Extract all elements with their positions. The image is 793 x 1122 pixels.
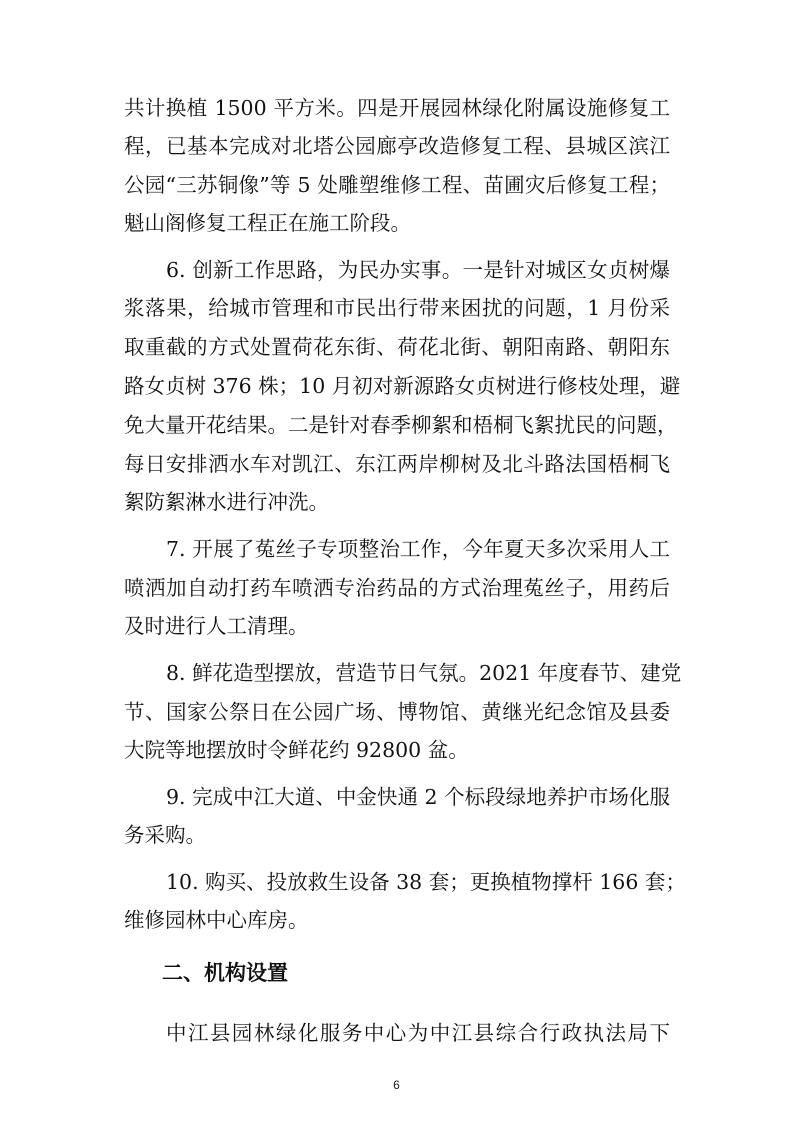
paragraph-line: 路女贞树 376 株；10 月初对新源路女贞树进行修枝处理，避 [124,374,681,398]
paragraph-line: 絮防絮淋水进行冲洗。 [124,490,329,514]
paragraph-line: 9. 完成中江大道、中金快通 2 个标段绿地养护市场化服 [166,785,670,809]
paragraph-line: 程，已基本完成对北塔公园廊亭改造修复工程、县城区滨江 [124,134,670,158]
paragraph-line: 共计换植 1500 平方米。四是开展园林绿化附属设施修复工 [124,96,670,120]
section-heading: 二、机构设置 [162,961,288,985]
paragraph-line: 公园“三苏铜像”等 5 处雕塑维修工程、苗圃灾后修复工程； [124,173,670,197]
paragraph-line: 10. 购买、投放救生设备 38 套；更换植物撑杆 166 套； [166,870,686,894]
paragraph-line: 免大量开花结果。二是针对春季柳絮和梧桐飞絮扰民的问题， [124,413,678,437]
paragraph-line: 大院等地摆放时令鲜花约 92800 盆。 [124,738,469,762]
paragraph-line: 7. 开展了菟丝子专项整治工作，今年夏天多次采用人工 [166,537,670,561]
paragraph-line: 8. 鲜花造型摆放，营造节日气氛。2021 年度春节、建党 [166,661,682,685]
paragraph-line: 魁山阁修复工程正在施工阶段。 [124,211,411,235]
paragraph-line: 及时进行人工清理。 [124,614,309,638]
paragraph-line: 喷洒加自动打药车喷洒专治药品的方式治理菟丝子，用药后 [124,576,670,600]
paragraph-line: 6. 创新工作思路，为民办实事。一是针对城区女贞树爆 [166,258,670,282]
paragraph-line: 浆落果，给城市管理和市民出行带来困扰的问题，1 月份采 [124,296,670,320]
page-number: 6 [393,1078,400,1092]
paragraph-line: 取重截的方式处置荷花东街、荷花北街、朝阳南路、朝阳东 [124,335,670,359]
paragraph-line: 节、国家公祭日在公园广场、博物馆、黄继光纪念馆及县委 [124,700,670,724]
paragraph-line: 维修园林中心库房。 [124,908,309,932]
paragraph-line: 务采购。 [124,823,206,847]
paragraph-line: 每日安排洒水车对凯江、东江两岸柳树及北斗路法国梧桐飞 [124,452,670,476]
paragraph-line: 中江县园林绿化服务中心为中江县综合行政执法局下 [166,1021,670,1045]
